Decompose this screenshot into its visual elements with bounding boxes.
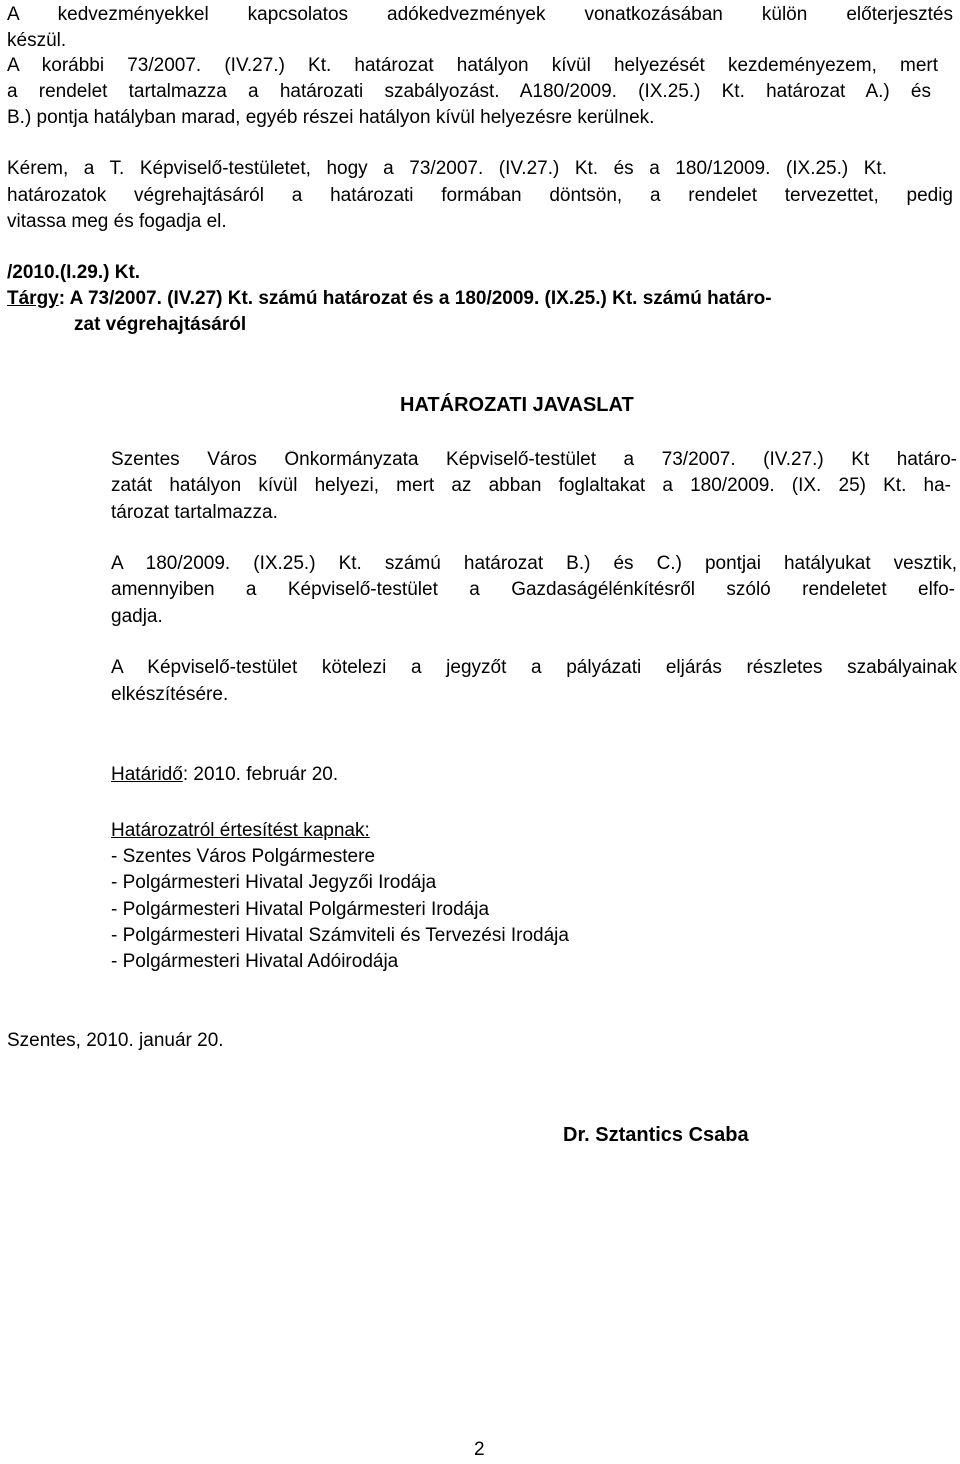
subject-line-1 [7, 289, 772, 308]
request-line-1: Kérem, a T. Képviselő-testületet, hogy a 73/2007. (IV.27.) Kt. és a 180/12009. (IX.25.) Kt. [7, 159, 887, 179]
notify-item: - Polgármesteri Hivatal Jegyzői Irodája [111, 872, 437, 893]
deadline-value: : 2010. február 20. [182, 764, 339, 785]
subject-text: : A 73/2007. (IV.27) Kt. számú határozat és a 180/2009. (IX.25.) Kt. számú határo- [58, 288, 772, 309]
resolution-number: /2010.(I.29.) Kt. [7, 262, 141, 283]
notify-item: - Polgármesteri Hivatal Polgármesteri Irodája [111, 899, 490, 920]
resolution-p1-line-1: Szentes Város Önkormányzata Képviselő-testület a 73/2007. (IV.27.) Kt határo- [111, 450, 957, 470]
resolution-p2-line-3: gadja. [111, 606, 163, 627]
place-date: Szentes, 2010. január 20. [7, 1030, 224, 1051]
request-line-3: vitassa meg és fogadja el. [7, 211, 227, 232]
intro-line-4: a rendelet tartalmazza a határozati szabályozást. A180/2009. (IX.25.) Kt. határozat A.) és [7, 82, 931, 102]
intro-line-3: A korábbi 73/2007. (IV.27.) Kt. határozat hatályon kívül helyezését kezdeményezem, mert [7, 56, 938, 76]
page-number: 2 [474, 1439, 485, 1460]
notify-item: - Polgármesteri Hivatal Számviteli és Tervezési Irodája [111, 925, 569, 946]
resolution-p2-line-1: A 180/2009. (IX.25.) Kt. számú határozat B.) és C.) pontjai hatályukat vesztik, [111, 554, 957, 574]
notify-item: - Polgármesteri Hivatal Adóirodája [111, 951, 399, 972]
notify-item: - Szentes Város Polgármestere [111, 846, 376, 867]
deadline [111, 765, 338, 784]
subject-label: Tárgy [7, 288, 59, 309]
resolution-p3-line-1: A Képviselő-testület kötelezi a jegyzőt a pályázati eljárás részletes szabályainak [111, 658, 957, 678]
subject-line-2: zat végrehajtásáról [74, 314, 247, 335]
resolution-p2-line-2: amennyiben a Képviselő-testület a Gazdaságélénkítésről szóló rendeletet elfo- [111, 580, 955, 600]
notify-heading: Határozatról értesítést kapnak: [111, 820, 370, 841]
request-line-2: határozatok végrehajtásáról a határozati formában döntsön, a rendelet tervezettet, pedig [7, 186, 953, 206]
deadline-label: Határidő [111, 764, 183, 785]
signatory-name: Dr. Sztantics Csaba [563, 1124, 749, 1146]
resolution-p1-line-2: zatát hatályon kívül helyezi, mert az abban foglaltakat a 180/2009. (IX. 25) Kt. ha- [111, 476, 951, 496]
resolution-p3-line-2: elkészítésére. [111, 684, 229, 705]
resolution-p1-line-3: tározat tartalmazza. [111, 502, 278, 523]
intro-line-5: B.) pontja hatályban marad, egyéb részei hatályon kívül helyezésre kerülnek. [7, 107, 655, 128]
intro-line-1: A kedvezményekkel kapcsolatos adókedvezmények vonatkozásában külön előterjesztés [7, 5, 953, 25]
resolution-heading: HATÁROZATI JAVASLAT [400, 394, 634, 416]
intro-line-2: készül. [7, 30, 67, 51]
